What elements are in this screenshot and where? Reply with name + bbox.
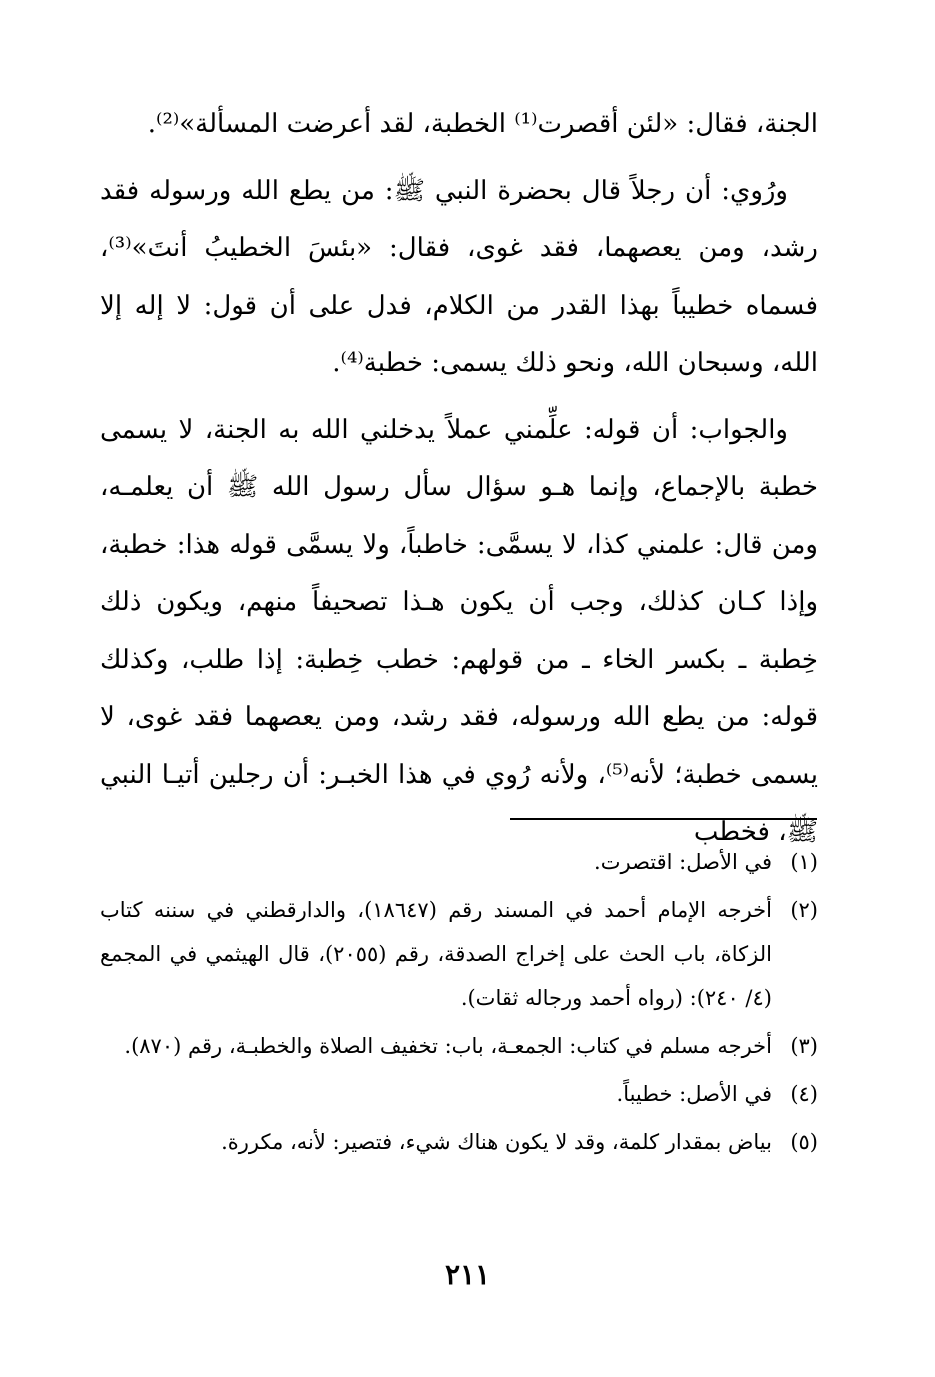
- footnote-text: في الأصل: خطيباً.: [616, 1082, 772, 1106]
- footnote-number: (٣): [790, 1034, 818, 1058]
- footnote-text: أخرجه مسلم في كتاب: الجمعـة، باب: تخفيف الصلاة والخطبـة، رقم (٨٧٠).: [124, 1034, 772, 1058]
- footnote: [100, 1120, 818, 1164]
- footnote-text: بياض بمقدار كلمة، وقد لا يكون هناك شيء، فتصير: لأنه، مكررة.: [221, 1130, 772, 1154]
- footnote: [100, 1072, 818, 1116]
- footnotes: [100, 840, 818, 1168]
- footnote: [100, 888, 818, 1020]
- main-text: [100, 96, 818, 862]
- paragraph: الجنة، فقال: «لئن أقصرت⁽¹⁾ الخطبة، لقد أعرضت المسألة»⁽²⁾.: [147, 109, 818, 139]
- footnote-text: أخرجه الإمام أحمد في المسند رقم (١٨٦٤٧)، والدارقطني في سننه كتاب الزكاة، باب الحث على إخراج الصدقة، رقم (٢٠٥٥)، قال الهيثمي في المجمع (٤/ ٢٤٠): (رواه أحمد ورجاله ثقات).: [100, 898, 772, 1010]
- footnote-number: (٥): [790, 1130, 818, 1154]
- paragraph: ورُوي: أن رجلاً قال بحضرة النبي ﷺ: من يطع الله ورسوله فقد رشد، ومن يعصهما، فقد غوى، فقال: «بئسَ الخطيبُ أنتَ»⁽³⁾، فسماه خطيباً بهذا القدر من الكلام، فدل على أن قول: لا إله إلا الله، وسبحان الله، ونحو ذلك يسمى: خطبة⁽⁴⁾.: [100, 175, 818, 378]
- footnote-number: (٢): [790, 898, 818, 922]
- footnote-text: في الأصل: اقتصرت.: [594, 850, 772, 874]
- footnote: [100, 840, 818, 884]
- footnote-number: (١): [790, 850, 818, 874]
- page-number: ٢١١: [444, 1258, 491, 1291]
- footnote: [100, 1024, 818, 1068]
- footnote-number: (٤): [790, 1082, 818, 1106]
- footnote-separator: [510, 818, 817, 820]
- paragraph: والجواب: أن قوله: علِّمني عملاً يدخلني الله به الجنة، لا يسمى خطبة بالإجماع، وإنما هـو سؤال سأل رسول الله ﷺ أن يعلمـه، ومن قال: علمني كذا، لا يسمَّى: خاطباً، ولا يسمَّى قوله هذا: خطبة، وإذا كـان كذلك، وجب أن يكون هـذا تصحيفاً منهم، ويكون ذلك خِطبة ـ بكسر الخاء ـ من قولهم: خطب خِطبة: إذا طلب، وكذلك قوله: من يطع الله ورسوله، فقد رشد، ومن يعصهما فقد غوى، لا يسمى خطبة؛ لأنه⁽⁵⁾، ولأنه رُوي في هذا الخبـر: أن رجلين أتيـا النبي ﷺ، فخطب: [100, 414, 818, 847]
